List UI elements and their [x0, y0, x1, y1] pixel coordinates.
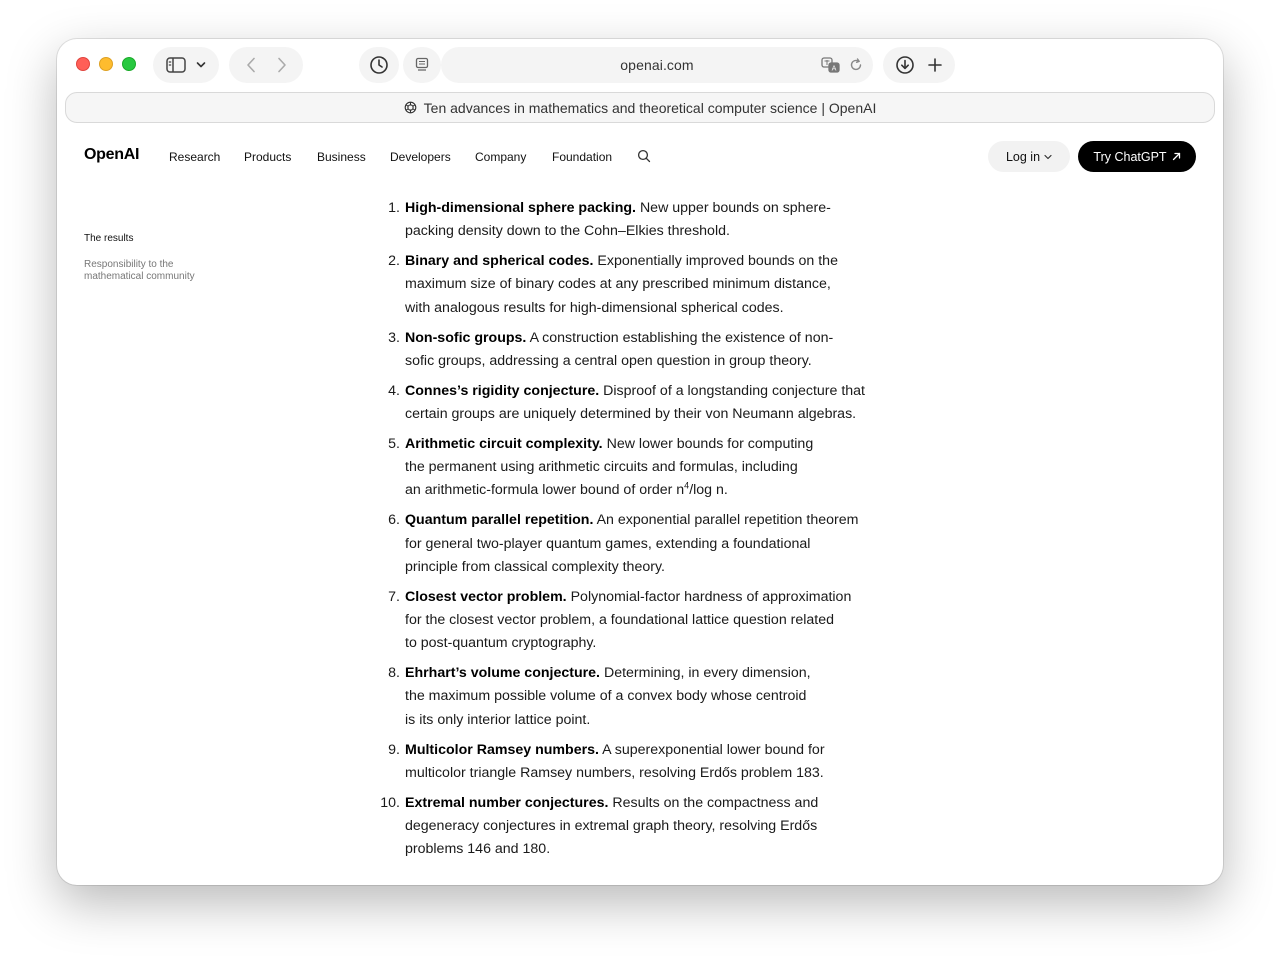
item-title: Multicolor Ramsey numbers. [405, 741, 599, 758]
history-nav-group [229, 47, 303, 83]
reader-icon [415, 57, 429, 73]
list-item [379, 380, 889, 426]
item-text: the maximum possible volume of a convex body whose centroid [405, 688, 807, 705]
item-number: 2. [388, 253, 400, 270]
item-text: Polynomial-factor hardness of approximation [570, 588, 852, 605]
item-title: High-dimensional sphere packing. [405, 200, 636, 216]
list-item [379, 739, 889, 785]
item-text: sofic groups, addressing a central open question in group theory. [405, 352, 812, 369]
reload-icon[interactable] [849, 58, 863, 72]
item-text: the permanent using arithmetic circuits and formulas, including [405, 459, 798, 476]
nav-item-company[interactable]: Company [475, 150, 527, 164]
item-text: Results on the compactness and [612, 794, 819, 811]
item-text: certain groups are uniquely determined by their von Neumann algebras. [405, 406, 857, 423]
item-number: 8. [388, 665, 400, 682]
item-text: degeneracy conjectures in extremal graph theory, resolving Erdős [405, 818, 818, 835]
tab-title: Ten advances in mathematics and theoretical computer science | OpenAI [423, 99, 877, 116]
sidebar-toggle-group [153, 47, 219, 83]
login-label: Log in [1005, 149, 1041, 164]
toc-item-responsibility[interactable]: Responsibility to the mathematical community [84, 259, 195, 282]
item-text: principle from classical complexity theory. [405, 558, 665, 575]
item-text: to post-quantum cryptography. [405, 635, 597, 652]
active-tab[interactable] [65, 92, 1215, 123]
nav-item-developers[interactable]: Developers [390, 150, 451, 164]
item-text: New lower bounds for computing [606, 436, 814, 453]
item-number: 5. [388, 436, 400, 453]
chevron-down-icon[interactable] [196, 61, 206, 69]
close-window-button[interactable] [76, 57, 90, 71]
item-title: Ehrhart’s volume conjecture. [405, 665, 601, 682]
zoom-window-button[interactable] [122, 57, 136, 71]
results-list [379, 197, 889, 868]
item-text: for the closest vector problem, a foundational lattice question related [405, 612, 835, 629]
item-title: Non-sofic groups. [405, 329, 527, 346]
login-button[interactable] [988, 141, 1070, 172]
external-arrow-icon [1172, 152, 1181, 161]
browser-toolbar [57, 39, 1223, 91]
item-number: 1. [388, 200, 400, 216]
item-title: Quantum parallel repetition. [405, 512, 594, 529]
sidebar-icon[interactable] [166, 57, 186, 73]
chevron-down-icon [1044, 154, 1052, 160]
list-item [379, 433, 889, 503]
item-title: Arithmetic circuit complexity. [405, 436, 603, 453]
nav-item-research[interactable]: Research [169, 150, 221, 164]
downloads-newtab-group [883, 47, 955, 83]
item-title: Binary and spherical codes. [405, 253, 594, 270]
item-text: is its only interior lattice point. [405, 711, 591, 728]
item-number: 6. [388, 512, 400, 529]
item-text: an arithmetic-formula lower bound of order n [405, 482, 685, 499]
item-text: problems 146 and 180. [405, 841, 551, 858]
item-title: Extremal number conjectures. [405, 794, 609, 811]
svg-text:A: A [831, 64, 837, 73]
item-text: packing density down to the Cohn–Elkies threshold. [405, 223, 730, 240]
item-number: 9. [388, 741, 400, 758]
translate-icon[interactable] [821, 57, 841, 73]
back-arrow-icon[interactable] [246, 57, 256, 73]
site-header [57, 135, 1223, 179]
item-text: Disproof of a longstanding conjecture that [603, 382, 866, 399]
item-text: Determining, in every dimension, [603, 665, 811, 682]
item-text: An exponential parallel repetition theorem [596, 512, 859, 529]
download-icon[interactable] [895, 55, 915, 75]
browser-window [57, 39, 1223, 885]
clock-icon [369, 55, 389, 75]
toc-item-the-results[interactable]: The results [84, 233, 134, 244]
list-item [379, 792, 889, 862]
item-text: multicolor triangle Ramsey numbers, resolving Erdős problem 183. [405, 764, 824, 781]
list-item [379, 509, 889, 579]
nav-item-products[interactable]: Products [244, 150, 292, 164]
plus-icon[interactable] [927, 57, 943, 73]
list-item [379, 586, 889, 656]
item-text: A superexponential lower bound for [602, 741, 825, 758]
search-icon[interactable] [637, 149, 651, 163]
item-number: 7. [388, 588, 400, 605]
item-text: maximum size of binary codes at any prescribed minimum distance, [405, 276, 831, 293]
item-text: with analogous results for high-dimensional spherical codes. [405, 299, 784, 316]
list-item [379, 327, 889, 373]
item-number: 10. [380, 794, 400, 811]
superscript-exponent: 4 [684, 480, 690, 491]
item-text: Exponentially improved bounds on the [597, 253, 838, 270]
item-text-suffix: /log n. [689, 482, 728, 499]
forward-arrow-icon[interactable] [277, 57, 287, 73]
item-number: 4. [388, 382, 400, 399]
try-chatgpt-label: Try ChatGPT [1093, 149, 1167, 164]
openai-favicon-icon [404, 101, 417, 114]
nav-item-foundation[interactable]: Foundation [552, 150, 613, 164]
openai-logo[interactable]: OpenAI [84, 146, 140, 163]
item-text: for general two-player quantum games, extending a foundational [405, 535, 811, 552]
item-text: New upper bounds on sphere- [639, 200, 831, 216]
item-number: 3. [388, 329, 400, 346]
list-item [379, 250, 889, 320]
item-title: Connes’s rigidity conjecture. [405, 382, 600, 399]
item-title: Closest vector problem. [405, 588, 567, 605]
url-text: openai.com [620, 57, 694, 73]
address-bar[interactable] [441, 47, 873, 83]
list-item [379, 662, 889, 732]
minimize-window-button[interactable] [99, 57, 113, 71]
try-chatgpt-button[interactable] [1078, 141, 1196, 172]
item-text: A construction establishing the existence of non- [529, 329, 834, 346]
list-item [379, 197, 889, 243]
nav-item-business[interactable]: Business [317, 150, 366, 164]
reader-button[interactable] [403, 47, 441, 83]
history-button[interactable] [359, 47, 399, 83]
